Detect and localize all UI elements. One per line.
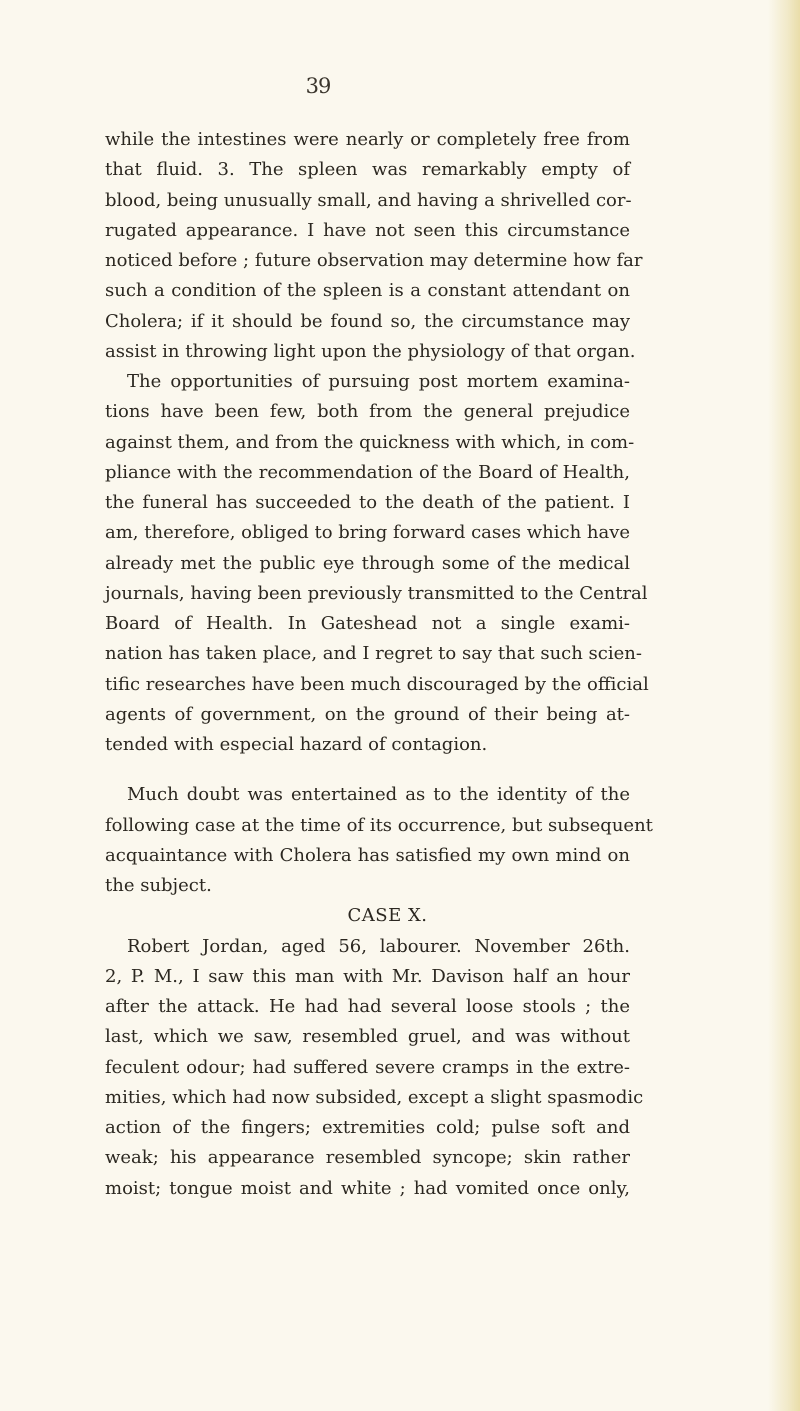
text-line: such a condition of the spleen is a constant attendant on: [105, 280, 630, 302]
case-heading: CASE X.: [347, 905, 428, 927]
text-line: the subject.: [105, 875, 212, 896]
text-line: Board of Health. In Gateshead not a single exami-: [105, 613, 630, 634]
text-line: while the intestines were nearly or completely free from: [105, 129, 630, 150]
text-line: tended with especial hazard of contagion.: [105, 734, 488, 755]
page-number: 39: [305, 74, 331, 98]
paragraph-case-x: [105, 932, 644, 1204]
text-line: feculent odour; had suffered severe cramps in the extre-: [105, 1056, 630, 1078]
text-line: after the attack. He had had several loose stools ; the: [105, 996, 630, 1017]
paragraph-post-mortem: [105, 367, 649, 760]
text-line: acquaintance with Cholera has satisfied my own mind on: [105, 844, 630, 866]
text-line: tific researches have been much discouraged by the official: [105, 673, 649, 695]
text-line: The opportunities of pursuing post mortem examina-: [127, 371, 630, 392]
text-line: noticed before ; future observation may determine how far: [105, 250, 643, 271]
paragraph-doubt: [105, 780, 653, 901]
text-line: tions have been few, both from the general prejudice: [105, 401, 630, 423]
paragraph-spacer: [105, 760, 630, 780]
text-line: against them, and from the quickness with which, in com-: [105, 431, 635, 453]
text-line: 2, P. M., I saw this man with Mr. Davison half an hour: [105, 965, 630, 987]
text-line: Robert Jordan, aged 56, labourer. November 26th.: [127, 935, 630, 957]
text-line: that fluid. 3. The spleen was remarkably empty of: [105, 159, 630, 181]
text-line: assist in throwing light upon the physiology of that organ.: [105, 340, 636, 362]
text-line: Much doubt was entertained as to the identity of the: [127, 784, 630, 806]
text-line: weak; his appearance resembled syncope; skin rather: [105, 1147, 630, 1169]
text-line: following case at the time of its occurrence, but subsequent: [105, 814, 653, 836]
text-line: pliance with the recommendation of the Board of Health,: [105, 461, 630, 483]
text-line: rugated appearance. I have not seen this circumstance: [105, 219, 630, 241]
text-line: blood, being unusually small, and having a shrivelled cor-: [105, 189, 632, 211]
text-line: agents of government, on the ground of their being at-: [105, 703, 630, 725]
text-line: nation has taken place, and I regret to say that such scien-: [105, 643, 642, 665]
text-line: am, therefore, obliged to bring forward cases which have: [105, 522, 631, 544]
paragraph-spleen-observation: [105, 125, 643, 367]
text-line: journals, having been previously transmitted to the Central: [105, 582, 648, 604]
text-line: already met the public eye through some of the medical: [105, 552, 630, 574]
text-line: action of the fingers; extremities cold; pulse soft and: [105, 1117, 630, 1138]
text-line: moist; tongue moist and white ; had vomited once only,: [105, 1177, 630, 1199]
text-line: mities, which had now subsided, except a slight spasmodic: [105, 1086, 644, 1108]
body-text: [105, 125, 653, 1204]
text-line: the funeral has succeeded to the death of the patient. I: [105, 492, 630, 513]
text-line: Cholera; if it should be found so, the circumstance may: [105, 310, 630, 332]
text-line: last, which we saw, resembled gruel, and was without: [105, 1026, 630, 1048]
